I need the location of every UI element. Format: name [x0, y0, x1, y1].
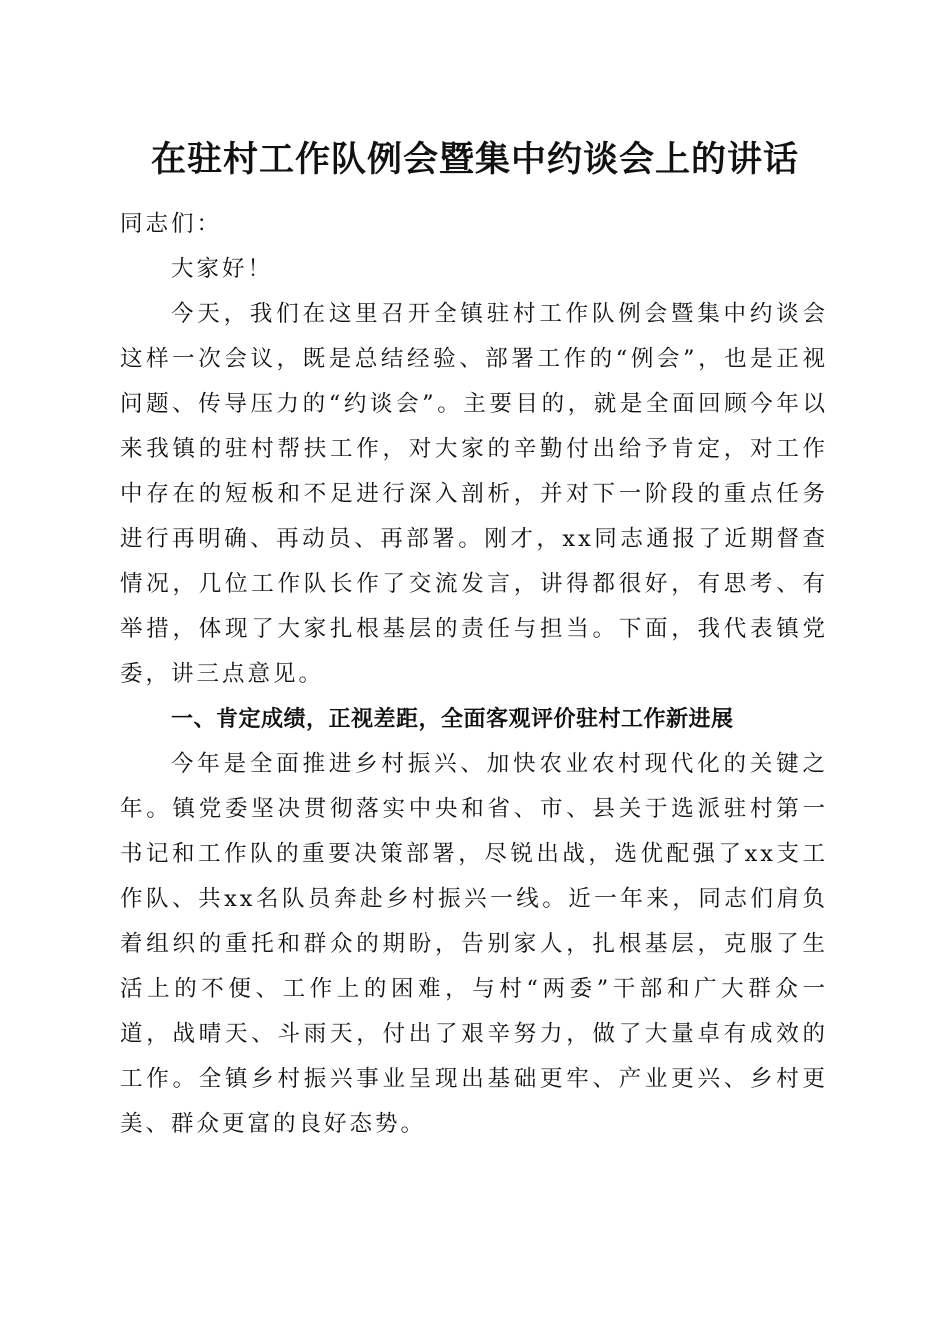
salutation: 同志们： — [120, 211, 223, 237]
document-title: 在驻村工作队例会暨集中约谈会上的讲话 — [150, 139, 799, 180]
body-paragraph: 今天，我们在这里召开全镇驻村工作队例会暨集中约谈会这样一次会议，既是总结经验、部署工作的“例会”，也是正视问题、传导压力的“约谈会”。主要目的，就是全面回顾今年以来我镇的驻村帮扶工作，对大家的辛勤付出给予肯定，对工作中存在的短板和不足进行深入剖析，并对下一阶段的重点任务进行再明确、再动员、再部署。刚才，xx同志通报了近期督查情况，几位工作队长作了交流发言，讲得都很好，有思考、有举措，体现了大家扎根基层的责任与担当。下面，我代表镇党委，讲三点意见。 — [120, 301, 828, 687]
section-paragraph: 今年是全面推进乡村振兴、加快农业农村现代化的关键之年。镇党委坚决贯彻落实中央和省、市、县关于选派驻村第一书记和工作队的重要决策部署，尽锐出战，选优配强了xx支工作队、共xx名队员奔赴乡村振兴一线。近一年来，同志们肩负着组织的重托和群众的期盼，告别家人，扎根基层，克服了生活上的不便、工作上的困难，与村“两委”干部和广大群众一道，战晴天、斗雨天，付出了艰辛努力，做了大量卓有成效的工作。全镇乡村振兴事业呈现出基础更牢、产业更兴、乡村更美、群众更富的良好态势。 — [120, 751, 828, 1137]
document-body — [120, 202, 828, 1147]
section-heading: 一、肯定成绩，正视差距，全面客观评价驻村工作新进展 — [171, 707, 734, 732]
greeting: 大家好！ — [171, 256, 274, 282]
